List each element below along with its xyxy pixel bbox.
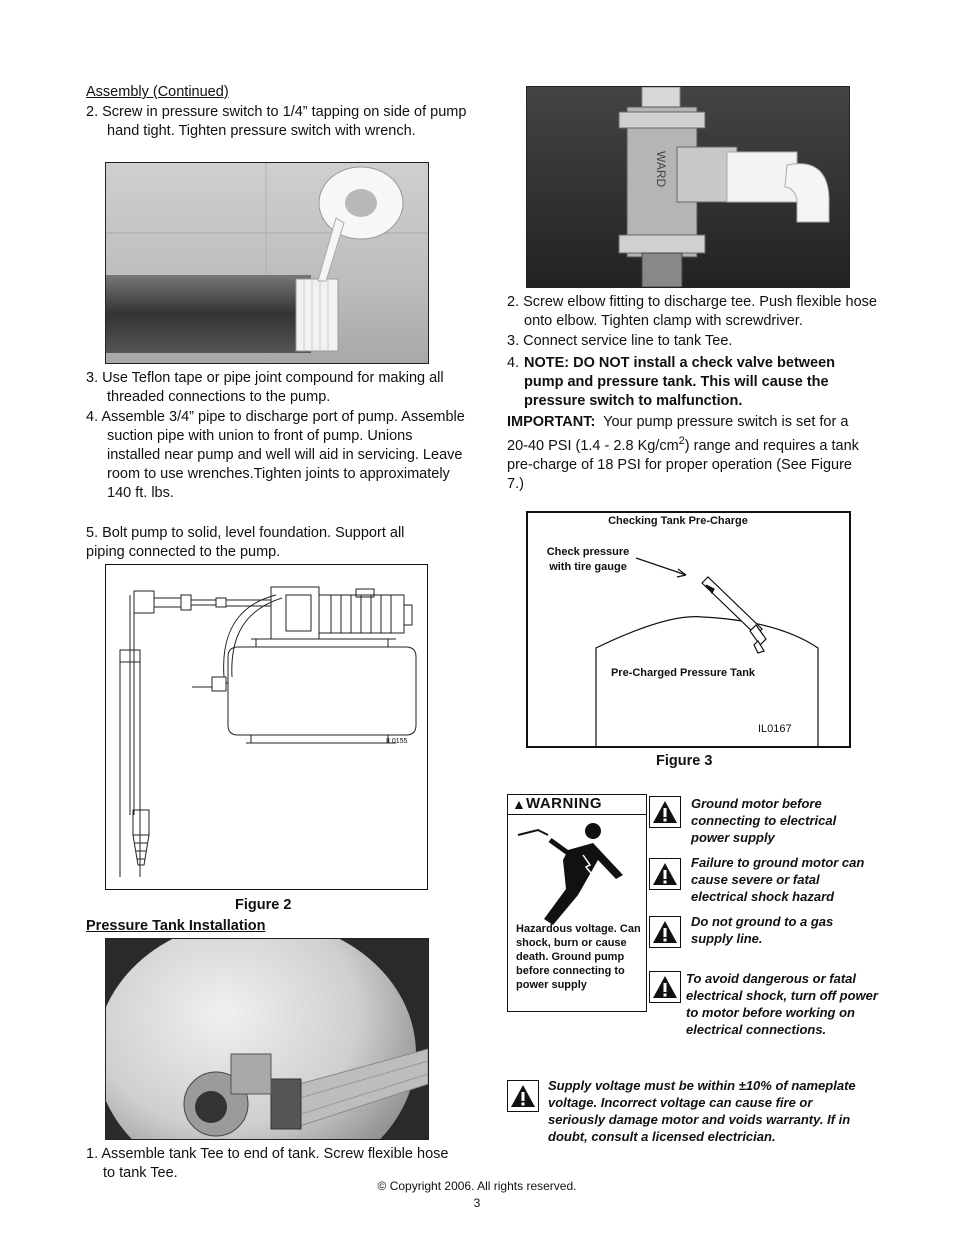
warning-item-3: Do not ground to a gas supply line.: [691, 914, 834, 946]
warning-panel: [507, 794, 647, 1012]
copyright: © Copyright 2006. All rights reserved.: [377, 1179, 577, 1193]
svg-text:WARD: WARD: [654, 151, 668, 188]
right-step-3: 3. Connect service line to tank Tee.: [507, 333, 733, 349]
important-paragraph: [507, 413, 867, 494]
supply-voltage-note: Supply voltage must be within ±10% of nameplate voltage. Incorrect voltage can cause fire or seriously damage motor and voids warranty. If in doubt, consult a licensed electrician.: [548, 1078, 856, 1144]
photo-tank-tee: [105, 938, 429, 1140]
important-text-a: Your pump pressure switch is set for a 20-40 PSI (1.4 - 2.8 Kg/cm: [507, 414, 849, 454]
warning-title: WARNING: [526, 795, 602, 812]
caution-icon-2: [649, 858, 681, 890]
important-label: IMPORTANT:: [507, 414, 596, 430]
check-pressure-label: Check pressure with tire gauge: [546, 546, 630, 573]
important-superscript: 2: [678, 435, 685, 447]
warning-item-4: To avoid dangerous or fatal electrical shock, turn off power to motor before working on electrical connections.: [686, 971, 878, 1037]
figure-2-caption: Figure 2: [235, 897, 292, 913]
figure-3-code: IL0167: [758, 723, 792, 735]
pressure-tank-heading: Pressure Tank Installation: [86, 918, 266, 934]
figure-3-caption: Figure 3: [656, 753, 713, 769]
page-number: 3: [473, 1196, 481, 1210]
caution-icon-1: [649, 796, 681, 828]
check-valve-note: NOTE: DO NOT install a check valve between pump and pressure tank. This will cause the pressure switch to malfunction.: [524, 355, 836, 409]
caution-icon-5: [507, 1080, 539, 1112]
assembly-step-5: 5. Bolt pump to solid, level foundation. Support all piping connected to the pump.: [86, 525, 405, 560]
caution-icon-4: [649, 971, 681, 1003]
caution-icon-3: [649, 916, 681, 948]
right-step-4-number: 4.: [507, 355, 520, 371]
right-step-4: [507, 354, 867, 409]
photo-pipe-teflon: [105, 162, 429, 364]
assembly-step-2: 2. Screw in pressure switch to 1/4” tapping on side of pump hand tight. Tighten pressure switch with wrench.: [86, 104, 467, 139]
important-text-b: ) range and requires a tank pre-charge of 18 PSI for proper operation (See Figure 7.): [507, 437, 859, 492]
tank-step-1: 1. Assemble tank Tee to end of tank. Screw flexible hose to tank Tee.: [86, 1146, 449, 1181]
hazard-text: Hazardous voltage. Can shock, burn or cause death. Ground pump before connecting to power supply: [516, 923, 641, 991]
figure-3-title: Checking Tank Pre-Charge: [608, 515, 748, 527]
electric-shock-icon: [508, 815, 646, 925]
warning-triangle-icon: ▲: [512, 796, 526, 812]
assembly-heading: Assembly (Continued): [86, 84, 229, 100]
figure-3-diagram: [526, 511, 851, 748]
warning-header: [508, 795, 646, 815]
photo-discharge-tee: [526, 86, 850, 288]
right-step-2: 2. Screw elbow fitting to discharge tee. Push flexible hose onto elbow. Tighten clamp with screwdriver.: [507, 294, 877, 329]
warning-item-1: Ground motor before connecting to electrical power supply: [691, 796, 837, 845]
assembly-step-4: 4. Assemble 3/4” pipe to discharge port of pump. Assemble suction pipe with union to front of pump. Unions installed near pump and well will aid in servicing. Leave room to use wrenches.Tighten joints to approximately 140 ft. lbs.: [86, 409, 465, 501]
assembly-step-3: 3. Use Teflon tape or pipe joint compound for making all threaded connections to the pump.: [86, 370, 444, 405]
tank-label: Pre-Charged Pressure Tank: [610, 667, 756, 679]
figure-2-code: IL0155: [386, 738, 408, 745]
warning-item-2: Failure to ground motor can cause severe or fatal electrical shock hazard: [691, 855, 865, 904]
figure-2-diagram: [105, 564, 428, 890]
